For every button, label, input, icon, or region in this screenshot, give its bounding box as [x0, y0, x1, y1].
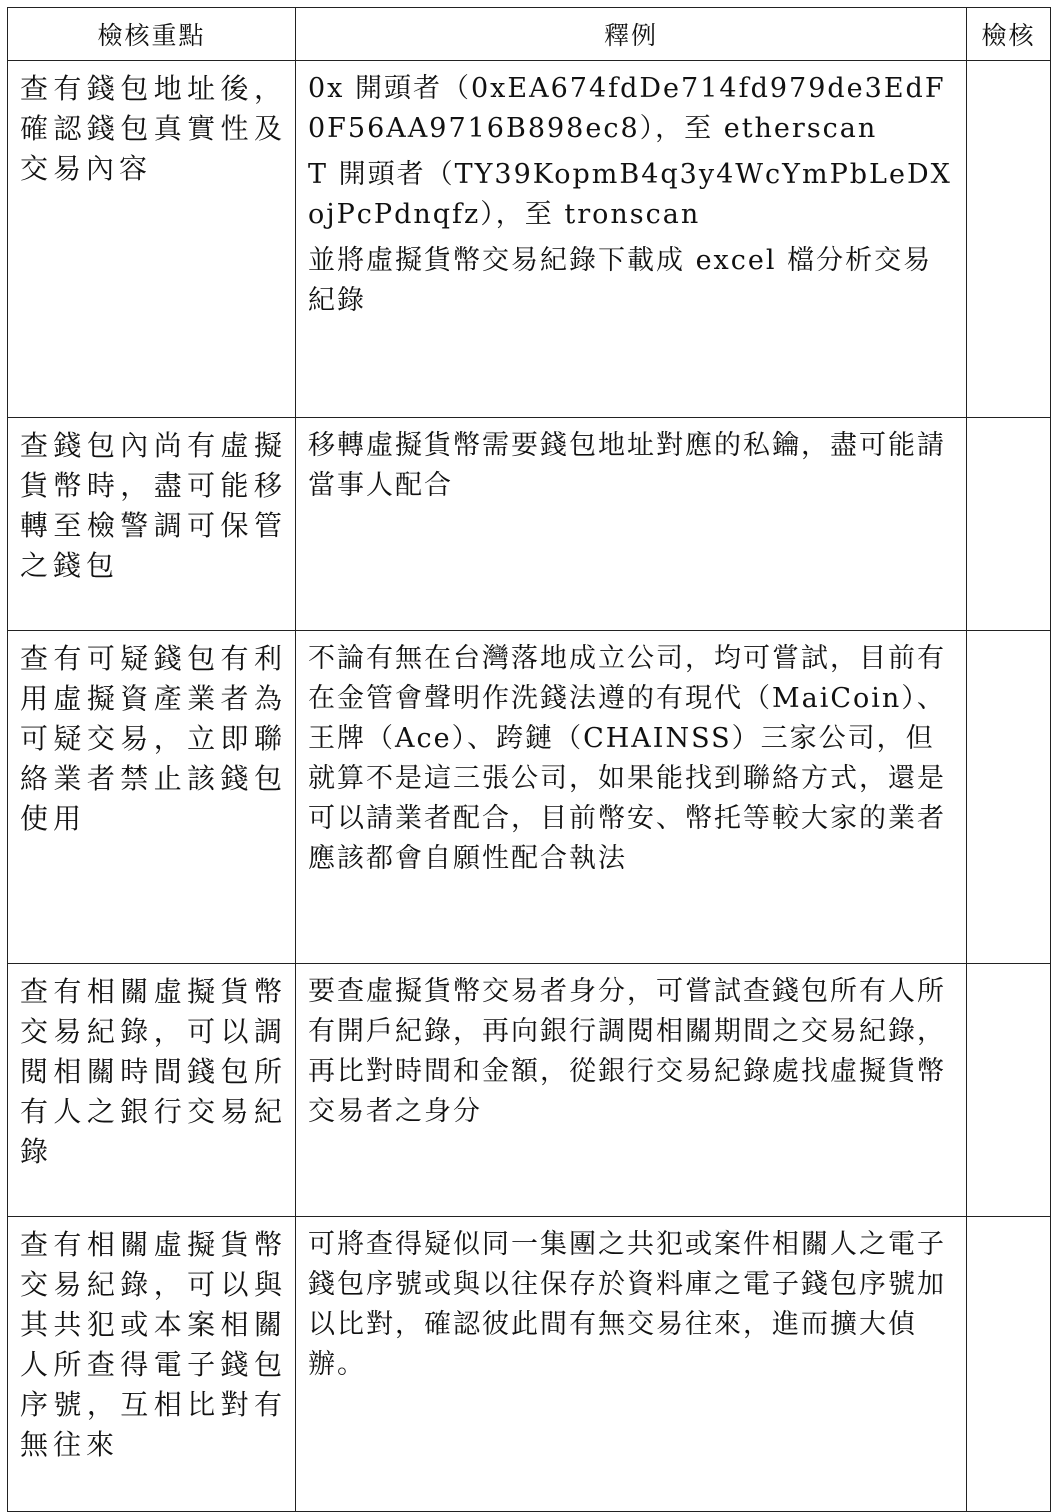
check-cell[interactable] [967, 964, 1051, 1217]
example-paragraph: 0x 開頭者（0xEA674fdDe714fd979de3EdF0F56AA9716B898ec8），至 etherscan [308, 73, 946, 144]
example-paragraph: T 開頭者（TY39KopmB4q3y4WcYmPbLeDXojPcPdnqfz），至 tronscan [308, 159, 952, 230]
check-cell[interactable] [967, 61, 1051, 418]
header-row [8, 8, 1051, 61]
example-paragraph: 移轉虛擬貨幣需要錢包地址對應的私鑰，盡可能請當事人配合 [308, 430, 946, 501]
example-cell [296, 964, 967, 1217]
example-paragraph: 要查虛擬貨幣交易者身分，可嘗試查錢包所有人所有開戶紀錄，再向銀行調閱相關期間之交易紀錄，再比對時間和金額，從銀行交易紀錄處找虛擬貨幣交易者之身分 [308, 976, 946, 1127]
table-row [8, 418, 1051, 631]
check-point-cell: 查有可疑錢包有利用虛擬資產業者為可疑交易，立即聯絡業者禁止該錢包使用 [8, 631, 296, 964]
example-paragraph: 可將查得疑似同一集團之共犯或案件相關人之電子錢包序號或與以往保存於資料庫之電子錢包序號加以比對，確認彼此間有無交易往來，進而擴大偵辦。 [308, 1229, 946, 1380]
table-row [8, 631, 1051, 964]
check-cell[interactable] [967, 1217, 1051, 1512]
example-paragraph: 並將虛擬貨幣交易紀錄下載成 excel 檔分析交易紀錄 [308, 245, 933, 316]
table-row [8, 964, 1051, 1217]
example-cell [296, 61, 967, 418]
header-check: 檢核 [967, 8, 1051, 61]
check-point-cell: 查有錢包地址後，確認錢包真實性及交易內容 [8, 61, 296, 418]
check-point-cell: 查有相關虛擬貨幣交易紀錄，可以調閱相關時間錢包所有人之銀行交易紀錄 [8, 964, 296, 1217]
example-paragraph: 不論有無在台灣落地成立公司，均可嘗試，目前有在金管會聲明作洗錢法遵的有現代（MaiCoin）、王牌（Ace）、跨鏈（CHAINSS）三家公司，但就算不是這三張公司，如果能找到聯絡方式，還是可以請業者配合，目前幣安、幣托等較大家的業者應該都會自願性配合執法 [308, 643, 946, 874]
check-cell[interactable] [967, 418, 1051, 631]
example-cell [296, 1217, 967, 1512]
checklist-table [7, 7, 1051, 1512]
example-cell [296, 631, 967, 964]
header-point: 檢核重點 [8, 8, 296, 61]
table-row [8, 61, 1051, 418]
header-example: 釋例 [296, 8, 967, 61]
check-cell[interactable] [967, 631, 1051, 964]
check-point-cell: 查錢包內尚有虛擬貨幣時，盡可能移轉至檢警調可保管之錢包 [8, 418, 296, 631]
check-point-cell: 查有相關虛擬貨幣交易紀錄，可以與其共犯或本案相關人所查得電子錢包序號，互相比對有無往來 [8, 1217, 296, 1512]
table-row [8, 1217, 1051, 1512]
example-cell [296, 418, 967, 631]
